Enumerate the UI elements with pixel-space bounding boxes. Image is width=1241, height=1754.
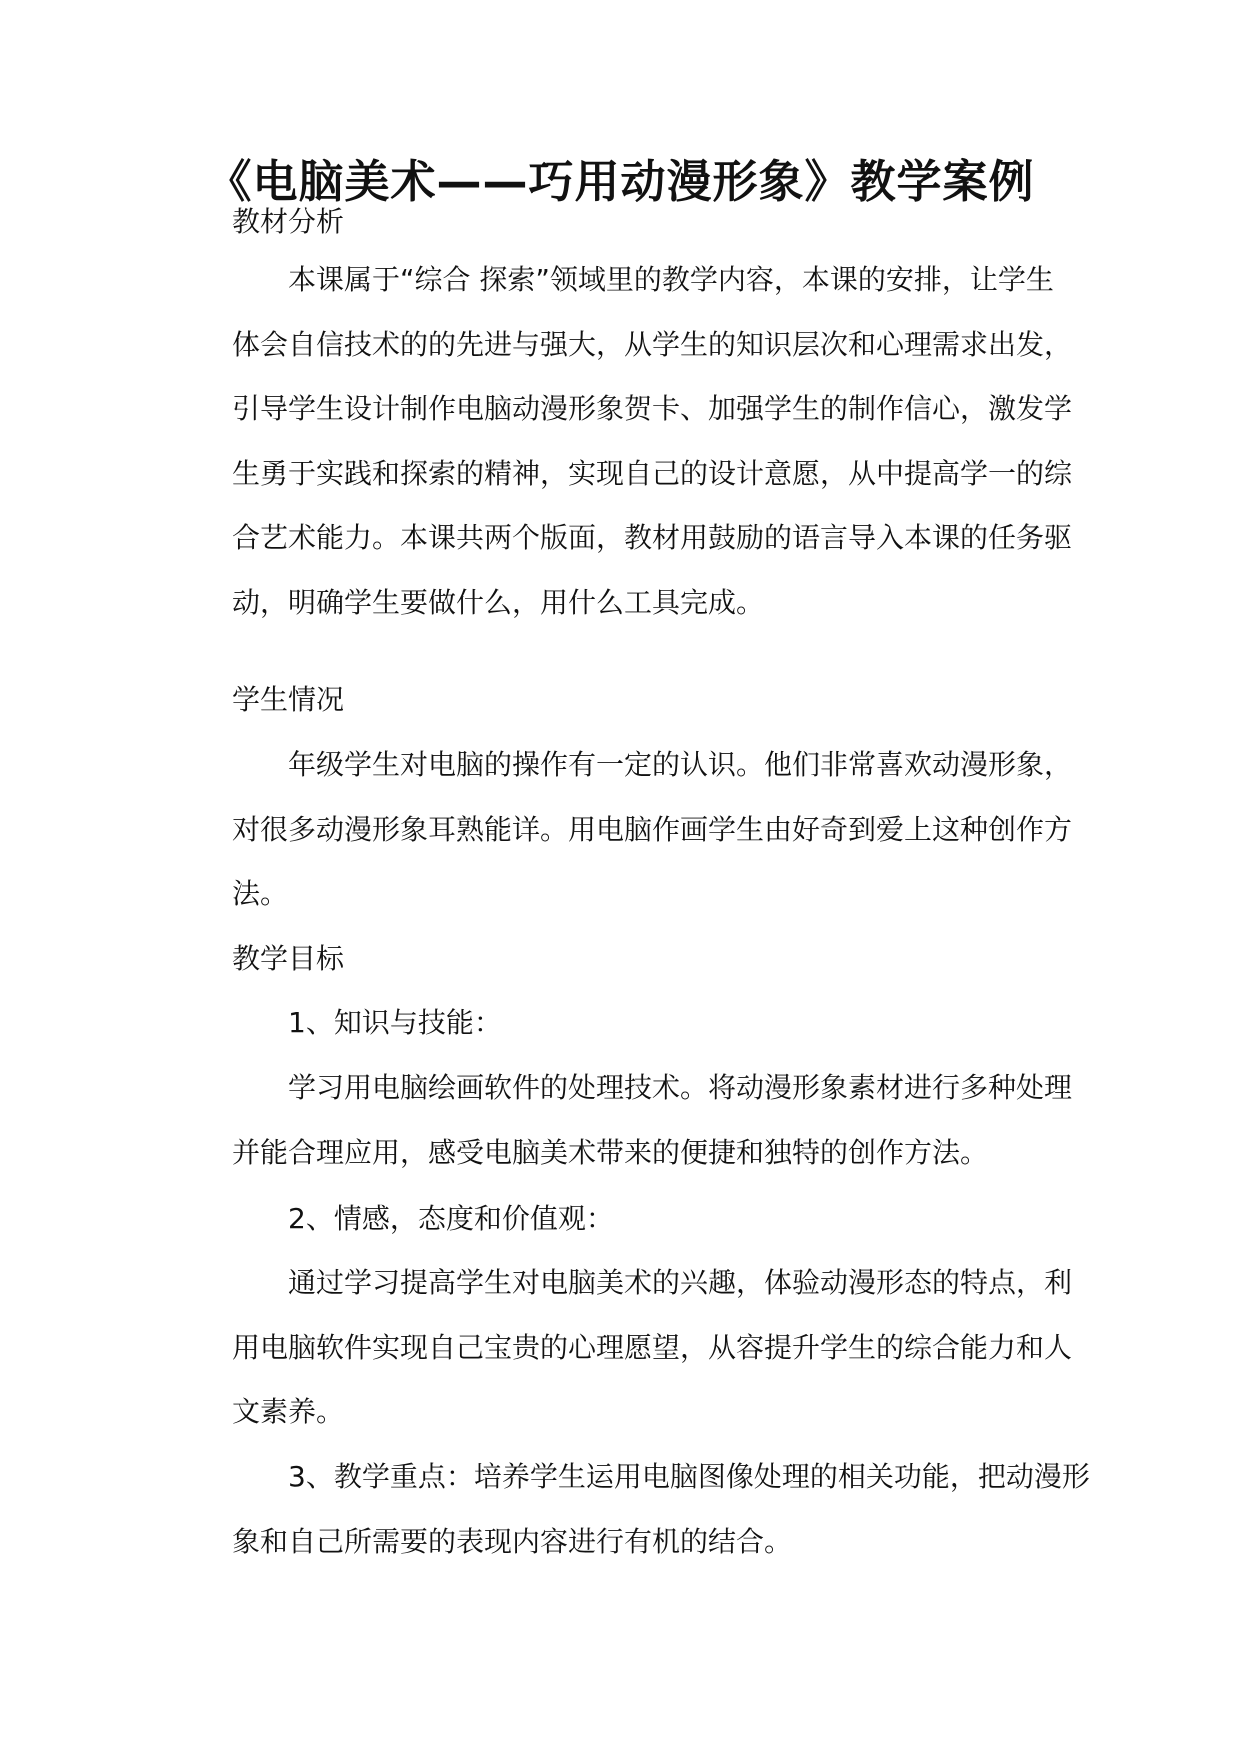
goal-label-knowledge-skills: 1、知识与技能： xyxy=(288,1006,502,1039)
section-heading-textbook-analysis: 教材分析 xyxy=(232,205,345,238)
paragraph-line: 并能合理应用，感受电脑美术带来的便捷和独特的创作方法。 xyxy=(232,1135,989,1169)
paragraph-emotion-attitude xyxy=(232,1251,1112,1445)
paragraph-line: 法。 xyxy=(232,877,289,910)
document-title: 《电脑美术——巧用动漫形象》教学案例 xyxy=(206,155,1035,208)
paragraph-line: 合艺术能力。本课共两个版面，教材用鼓励的语言导入本课的任务驱 xyxy=(232,521,1073,554)
section-heading-student-situation: 学生情况 xyxy=(232,683,345,716)
paragraph-knowledge-skills xyxy=(232,1056,1112,1185)
goal-label-emotion-attitude: 2、情感，态度和价值观： xyxy=(288,1202,614,1235)
paragraph-line: 通过学习提高学生对电脑美术的兴趣，体验动漫形态的特点，利 xyxy=(288,1266,1073,1299)
paragraph-line: 体会自信技术的的先进与强大，从学生的知识层次和心理需求出发， xyxy=(232,327,1073,361)
paragraph-textbook-analysis xyxy=(232,248,1112,635)
paragraph-line: 文素养。 xyxy=(232,1395,345,1428)
paragraph-student-situation xyxy=(232,733,1112,927)
paragraph-teaching-focus xyxy=(232,1445,1112,1574)
paragraph-line: 3、教学重点：培养学生运用电脑图像处理的相关功能，把动漫形 xyxy=(288,1460,1090,1493)
paragraph-line: 对很多动漫形象耳熟能详。用电脑作画学生由好奇到爱上这种创作方 xyxy=(232,812,1073,846)
paragraph-line: 年级学生对电脑的操作有一定的认识。他们非常喜欢动漫形象， xyxy=(288,748,1073,781)
paragraph-line: 用电脑软件实现自己宝贵的心理愿望，从容提升学生的综合能力和人 xyxy=(232,1330,1073,1364)
paragraph-line: 学习用电脑绘画软件的处理技术。将动漫形象素材进行多种处理 xyxy=(288,1071,1073,1104)
paragraph-line: 引导学生设计制作电脑动漫形象贺卡、加强学生的制作信心，激发学 xyxy=(232,392,1073,425)
paragraph-line: 动，明确学生要做什么，用什么工具完成。 xyxy=(232,585,765,619)
section-heading-teaching-goals: 教学目标 xyxy=(232,942,345,975)
paragraph-line: 象和自己所需要的表现内容进行有机的结合。 xyxy=(232,1524,793,1558)
paragraph-line: 本课属于“综合 探索”领域里的教学内容，本课的安排，让学生 xyxy=(288,263,1054,296)
paragraph-line: 生勇于实践和探索的精神，实现自己的设计意愿，从中提高学一的综 xyxy=(232,456,1073,490)
